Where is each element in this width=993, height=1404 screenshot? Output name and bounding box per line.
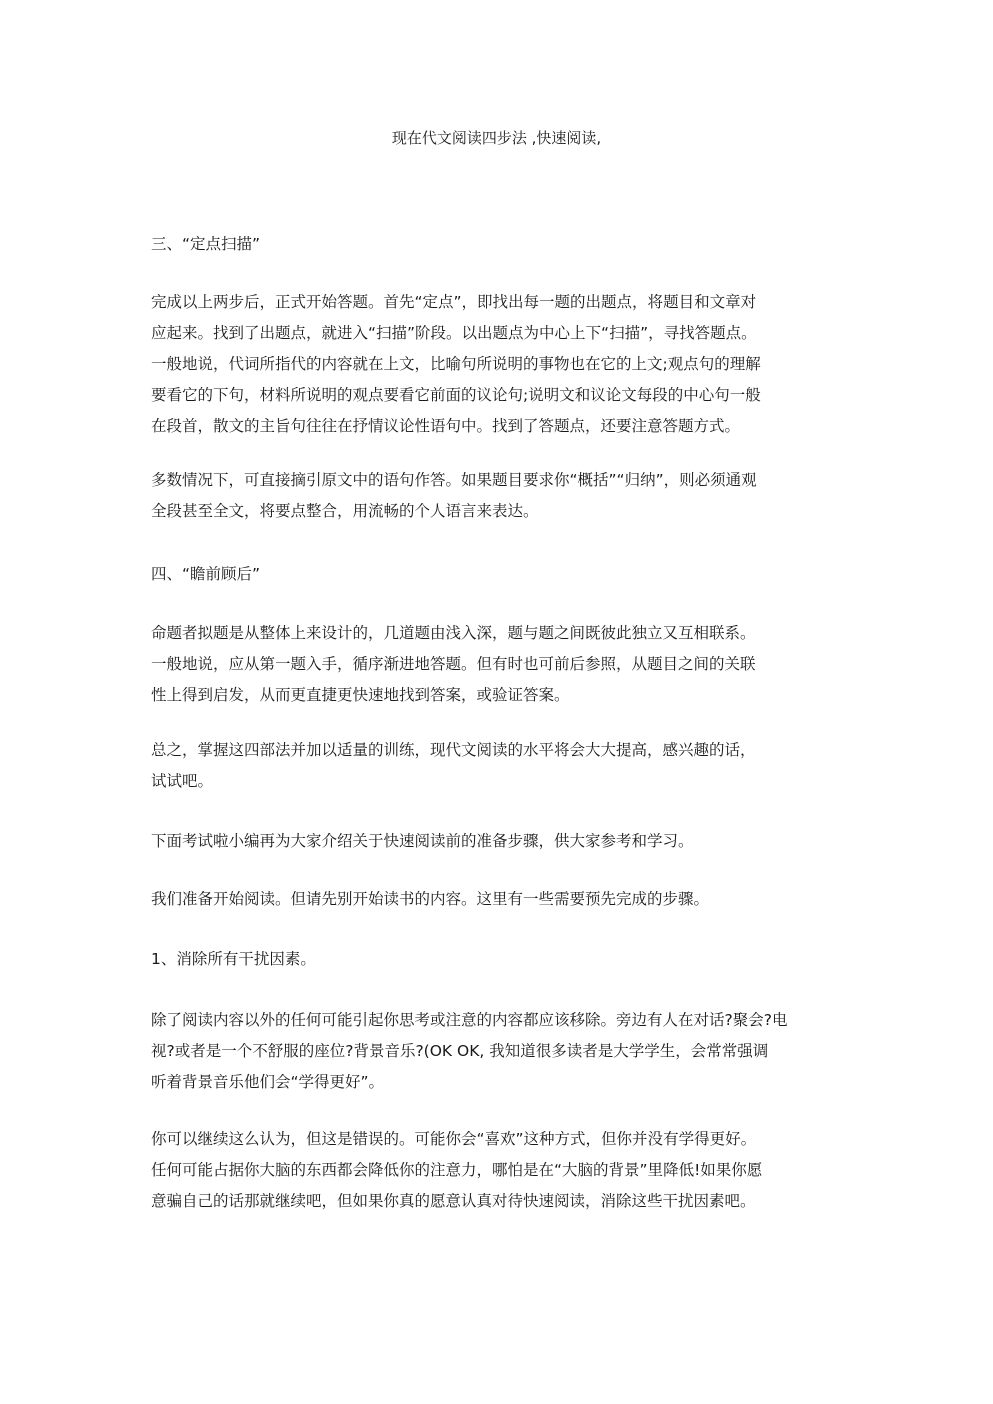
section-heading	[151, 944, 851, 975]
text-line: 除了阅读内容以外的任何可能引起你思考或注意的内容都应该移除。旁边有人在对话?聚会?电	[151, 1011, 788, 1029]
section-heading	[151, 229, 851, 260]
text-line: 1、消除所有干扰因素。	[151, 950, 316, 968]
text-line: 完成以上两步后，正式开始答题。首先“定点”，即找出每一题的出题点，将题目和文章对	[151, 293, 757, 311]
text-line: 要看它的下句，材料所说明的观点要看它前面的议论句;说明文和议论文每段的中心句一般	[151, 386, 761, 404]
text-line: 听着背景音乐他们会“学得更好”。	[151, 1073, 385, 1091]
document-title: 现在代文阅读四步法 ,快速阅读,	[391, 129, 602, 147]
paragraph	[151, 826, 851, 857]
text-line: 性上得到启发，从而更直捷更快速地找到答案，或验证答案。	[151, 686, 570, 704]
text-line: 视?或者是一个不舒服的座位?背景音乐?(OK OK, 我知道很多读者是大学学生，会常常强调	[151, 1042, 769, 1060]
text-line: 下面考试啦小编再为大家介绍关于快速阅读前的准备步骤，供大家参考和学习。	[151, 832, 694, 850]
text-line: 三、“定点扫描”	[151, 235, 261, 253]
text-line: 总之，掌握这四部法并加以适量的训练，现代文阅读的水平将会大大提高，感兴趣的话，	[151, 741, 756, 759]
paragraph	[151, 287, 851, 442]
text-line: 一般地说，应从第一题入手，循序渐进地答题。但有时也可前后参照，从题目之间的关联	[151, 655, 756, 673]
text-line: 在段首，散文的主旨句往往在抒情议论性语句中。找到了答题点，还要注意答题方式。	[151, 417, 741, 435]
text-line: 多数情况下，可直接摘引原文中的语句作答。如果题目要求你“概括”“归纳”，则必须通观	[151, 471, 757, 489]
paragraph	[151, 1124, 851, 1217]
text-line: 任何可能占据你大脑的东西都会降低你的注意力，哪怕是在“大脑的背景”里降低!如果你愿	[151, 1161, 763, 1179]
text-line: 命题者拟题是从整体上来设计的，几道题由浅入深，题与题之间既彼此独立又互相联系。	[151, 624, 756, 642]
text-line: 全段甚至全文，将要点整合，用流畅的个人语言来表达。	[151, 502, 539, 520]
paragraph	[151, 884, 851, 915]
section-heading	[151, 559, 851, 590]
paragraph	[151, 465, 851, 527]
text-line: 试试吧。	[151, 772, 214, 790]
text-line: 意骗自己的话那就继续吧，但如果你真的愿意认真对待快速阅读，消除这些干扰因素吧。	[151, 1192, 756, 1210]
paragraph	[151, 1005, 851, 1098]
text-line: 应起来。找到了出题点，就进入“扫描”阶段。以出题点为中心上下“扫描”，寻找答题点。	[151, 324, 757, 342]
text-line: 我们准备开始阅读。但请先别开始读书的内容。这里有一些需要预先完成的步骤。	[151, 890, 710, 908]
text-line: 你可以继续这么认为，但这是错误的。可能你会“喜欢”这种方式，但你并没有学得更好。	[151, 1130, 757, 1148]
text-line: 一般地说，代词所指代的内容就在上文，比喻句所说明的事物也在它的上文;观点句的理解	[151, 355, 761, 373]
text-line: 四、“瞻前顾后”	[151, 565, 261, 583]
paragraph	[151, 735, 851, 797]
paragraph	[151, 618, 851, 711]
